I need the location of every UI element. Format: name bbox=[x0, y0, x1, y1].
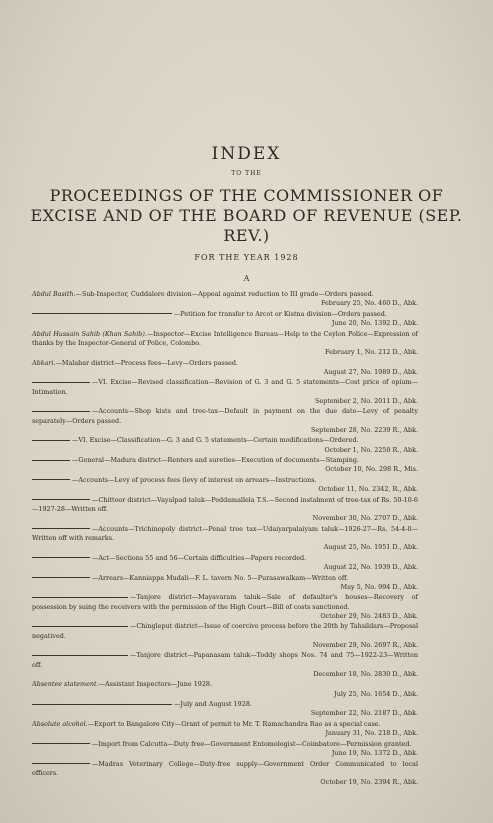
entry-reference: August 27, No. 1989 D., Abk. bbox=[323, 367, 418, 376]
entry-lead: Abkari. bbox=[32, 358, 56, 367]
entry-reference: October 10, No. 298 R., Mis. bbox=[325, 465, 418, 474]
entry-reference: September 28, No. 2239 R., Abk. bbox=[310, 425, 418, 434]
entry-text: —Import from Calcutta—Duty free—Government Entomologist—Coimbatore—Permission granted. bbox=[92, 739, 412, 748]
index-entry bbox=[32, 359, 418, 377]
index-entry bbox=[32, 496, 418, 524]
entry-text: —General—Madura district—Renters and sureties—Execution of documents—Stamping. bbox=[72, 456, 359, 465]
index-entry bbox=[32, 436, 418, 454]
entry-reference: October 29, No. 2483 D., Abk. bbox=[320, 611, 418, 620]
entry-text: —Tanjore district—Mayavaram taluk—Sale of defaulter's houses—Recovery of possession by suing the receivers with the permission of the High Court—Bill of costs sanctioned. bbox=[32, 593, 418, 611]
entry-reference: August 22, No. 1939 D., Abk. bbox=[323, 562, 418, 571]
entry-text: —July and August 1928. bbox=[174, 700, 252, 709]
index-entry bbox=[32, 554, 418, 572]
ditto-dash bbox=[32, 743, 90, 744]
section-letter: A bbox=[243, 274, 250, 283]
ditto-dash bbox=[32, 499, 90, 500]
entry-reference: August 25, No. 1951 D., Abk. bbox=[323, 543, 418, 552]
entry-text: —Accounts—Shop kists and tree-tax—Default in payment on the due date—Levy of penalty separately—Orders passed. bbox=[32, 407, 418, 425]
index-entry bbox=[32, 476, 418, 494]
entry-text: —Petition for transfer to Arcot or Kistna division—Orders passed. bbox=[174, 309, 387, 318]
entry-text: —Accounts—Trichinopoly district—Penal tree tax—Udaiyarpalaiyam taluk—1926-27—Rs. 54-4-0—Written off with remarks. bbox=[32, 524, 418, 542]
index-entry bbox=[32, 760, 418, 788]
entry-reference: February 1, No. 212 D., Abk. bbox=[325, 348, 418, 356]
entry-reference: October 19, No. 2394 R., Abk. bbox=[320, 777, 418, 786]
index-entry bbox=[32, 378, 418, 406]
index-heading: INDEX bbox=[211, 144, 282, 164]
index-entry bbox=[32, 407, 418, 435]
entry-reference: June 19, No. 1372 D., Abk. bbox=[331, 748, 418, 757]
entry-text: —Chingleput district—Issue of coercive process before the 20th by Tahsildars—Proposal negatived. bbox=[32, 622, 418, 640]
entry-reference: February 25, No. 460 D., Abk. bbox=[320, 299, 418, 308]
ditto-dash bbox=[32, 528, 90, 529]
ditto-dash bbox=[32, 577, 90, 578]
ditto-dash bbox=[32, 763, 90, 764]
ditto-dash bbox=[32, 411, 90, 412]
index-entry bbox=[32, 740, 418, 758]
ditto-dash bbox=[32, 382, 90, 383]
entry-reference: November 30, No. 2707 D., Abk. bbox=[312, 514, 418, 523]
entry-lead: Absentee statement. bbox=[32, 680, 99, 689]
entry-text: —VI. Excise—Revised classification—Revision of G. 3 and G. 5 statements—Cost price of opium—Intimation. bbox=[32, 378, 418, 396]
entry-text: —Arrears—Kanniappa Mudali—F. L. tavern No. 5—Purasawalkam—Written off. bbox=[92, 573, 349, 582]
entry-reference: January 31, No. 218 D., Abk. bbox=[325, 729, 418, 738]
entry-text: —Act—Sections 55 and 56—Certain difficulties—Papers recorded. bbox=[92, 553, 307, 562]
ditto-dash bbox=[32, 313, 172, 314]
entry-reference: October 11, No. 2342, R., Abk. bbox=[318, 485, 418, 494]
entry-text: —Chittoor district—Vayalpad taluk—Peddamallela T.S.—Second instalment of tree-tax of Rs. 50-10-6—1927-28—Written off. bbox=[32, 495, 418, 513]
ditto-dash bbox=[32, 440, 70, 441]
entry-reference: July 25, No. 1654 D., Abk. bbox=[334, 689, 418, 698]
index-entry bbox=[32, 330, 418, 358]
index-entry bbox=[32, 720, 418, 738]
entry-reference: June 20, No. 1392 D., Abk. bbox=[331, 319, 418, 327]
entry-lead: Abdul Basith. bbox=[32, 290, 76, 298]
entry-text: —Inspector—Excise Intelligence Bureau—Help to the Ceylon Police—Expression of thanks by the Inspector-General of Police, Colombo. bbox=[32, 329, 418, 347]
entry-text: —VI. Excise—Classification—G. 3 and G. 5 statements—Certain modifications—Ordered. bbox=[72, 436, 359, 445]
entry-text: —Malabar district—Process fees—Levy—Orders passed. bbox=[55, 358, 239, 367]
index-entry bbox=[32, 310, 418, 328]
entry-text: —Export to Bangalore City—Grant of permit to Mr. T. Ramachandra Rao as a special case. bbox=[87, 719, 381, 728]
index-entry bbox=[32, 622, 418, 650]
entry-text: —Sub-Inspector, Cuddalore division—Appeal against reduction to III grade—Orders passed. bbox=[75, 290, 374, 298]
ditto-dash bbox=[32, 597, 128, 598]
index-entry bbox=[32, 456, 418, 474]
entry-text: —Tanjore district—Papanasam taluk—Toddy shops Nos. 74 and 75—1922-23—Written off. bbox=[32, 651, 418, 669]
entry-reference: December 18, No. 2830 D., Abk. bbox=[313, 669, 418, 678]
ditto-dash bbox=[32, 704, 172, 705]
index-entry bbox=[32, 680, 418, 698]
ditto-dash bbox=[32, 460, 70, 461]
entry-reference: October 1, No. 2250 R., Abk. bbox=[324, 445, 418, 454]
entry-reference: September 2, No. 2011 D., Abk. bbox=[314, 396, 418, 405]
index-entry bbox=[32, 525, 418, 553]
entry-reference: May 5, No. 994 D., Abk. bbox=[340, 582, 418, 591]
entry-text: —Accounts—Levy of process fees (levy of interest on arrears—Instructions. bbox=[72, 475, 317, 484]
index-entry bbox=[32, 574, 418, 592]
index-entries bbox=[32, 290, 418, 789]
ditto-dash bbox=[32, 626, 128, 627]
main-title: PROCEEDINGS OF THE COMMISSIONER OF EXCISE AND OF THE BOARD OF REVENUE (SEP. REV.) bbox=[30, 186, 463, 245]
ditto-dash bbox=[32, 479, 70, 480]
entry-reference: November 29, No. 2697 R., Abk. bbox=[312, 640, 418, 649]
entry-lead: Absolute alcohol. bbox=[32, 719, 88, 728]
entry-text: —Madras Veterinary College—Duty-free supply—Government Order Communicated to local officers. bbox=[32, 759, 418, 777]
entry-reference: September 22, No. 2187 D., Abk. bbox=[310, 709, 418, 718]
index-entry bbox=[32, 593, 418, 621]
index-entry bbox=[32, 700, 418, 718]
index-entry bbox=[32, 290, 418, 308]
to-the-line: TO THE bbox=[231, 170, 262, 177]
entry-text: —Assistant Inspectors—June 1928. bbox=[98, 680, 213, 689]
ditto-dash bbox=[32, 557, 90, 558]
index-entry bbox=[32, 651, 418, 679]
entry-lead: Abdul Hussain Sahib (Khan Sahib). bbox=[32, 329, 147, 338]
ditto-dash bbox=[32, 655, 128, 656]
year-line: FOR THE YEAR 1928 bbox=[194, 253, 299, 262]
